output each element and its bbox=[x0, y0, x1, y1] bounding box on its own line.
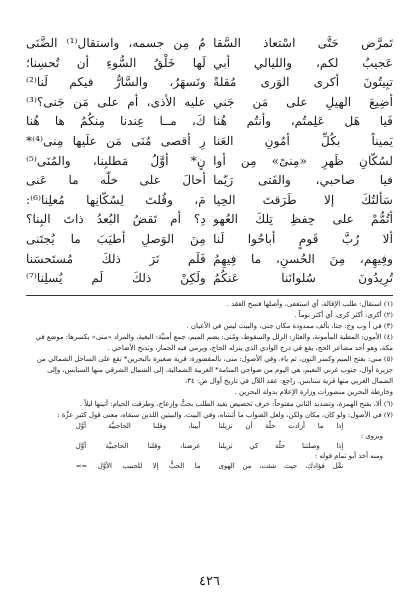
footnote: (٧) في الأصول: ولو كان، مكان ولكن، ولعل الصواب ما أثبتناه، وفي البيت، والبيتين اللذين سبقاه، معنى قول كثير عزَّة : bbox=[57, 410, 393, 419]
footnote: (١) استقال: طلب الإقالة، أي استعفى، وأصلها فسخ العقد . bbox=[226, 299, 393, 308]
verse bbox=[26, 269, 393, 289]
footnote: وخارطة البحرين منشورات وزارة الإعلام بدولة البحرين . bbox=[234, 388, 393, 397]
first-hemistich: تَمرَّض حَتَّى اسْتعاذ السَّقا bbox=[213, 36, 393, 50]
first-hemistich: ألا رُبَّ قَومٍ أباحُوا لَنا bbox=[213, 231, 393, 246]
second-hemistich: مُ مِن جسمه، واستقال⁽¹⁾ الضَّنَى bbox=[26, 36, 206, 50]
verse bbox=[26, 54, 393, 74]
second-hemistich: عليه الأذى، أم على مَن جَنى؟⁽³⁾ bbox=[26, 94, 206, 109]
first-hemistich: سَأَلتُكَ إلا طَرَقتَ الحِيا bbox=[213, 192, 393, 207]
verse bbox=[26, 93, 393, 113]
first-hemistich: أتُمُّمْ على حِفظِ تِلكَ العُهو bbox=[213, 212, 393, 227]
quote-intro: ومنه أخذ أبو تمام قوله : bbox=[314, 451, 383, 460]
second-hemistich: أحالَ على خلّه ما عَنى bbox=[26, 173, 206, 188]
footnote: (٢) أكرى: أكثر كرى، أي أكثر نوماً . bbox=[294, 310, 393, 319]
first-hemistich: يَميناً بكُلِّ أمُونِ العَنا bbox=[213, 133, 393, 148]
quoted-verse bbox=[26, 461, 393, 471]
verse bbox=[26, 132, 393, 152]
verse bbox=[26, 230, 393, 250]
verse bbox=[26, 152, 393, 172]
verse bbox=[26, 210, 393, 230]
quoted-verse bbox=[26, 441, 393, 451]
second-hemistich: ونَسهَرُ، والسَّارُّ فيكم لَنا⁽²⁾ bbox=[26, 75, 206, 90]
verse bbox=[26, 171, 393, 191]
poem bbox=[26, 34, 393, 289]
second-hemistich: نٍ* أوَّلُ مَطلبِنا، والمُنَى⁽⁵⁾ bbox=[26, 153, 206, 168]
second-hemistich: ولَكِنْ ذلكَ لَم يُسلِنا⁽⁷⁾ bbox=[26, 271, 206, 286]
first-hemistich: عَجيبٌ لكم، والليالي أبي bbox=[213, 55, 393, 70]
verse bbox=[26, 250, 393, 270]
first-hemistich: تُرِيدُونَ سُلوانَنا عَنكُمُ bbox=[213, 271, 393, 286]
footnote: (٥) مني: بفتح الميم وكسر النون، ثم ياء، وفي الأصول: منى، بالمقصورة: قرية صغيرة بالبحرين* تقع على الساحل الشمالي من جزيرة أوال، جنوب غربي النعيم، هي اليوم من ضواحي المنامة* الغربية الشمالية، إلى الشمال الشرقي منها السنابس، وإلى الشمال الغربي منها قرية سنابس. راجع: عقد اللآل في تاريخ أوال ص: ٣٤، bbox=[36, 355, 393, 386]
first-hemistich: إذا وصلتنا خلّة كي تزيلنا bbox=[218, 441, 344, 450]
verse bbox=[26, 73, 393, 93]
second-hemistich: رِ أقصى مُنَى مَن علَيها مِنى⁽⁴⁾* bbox=[26, 133, 206, 148]
second-hemistich: كَ، مــا عِندنا مِنكُمُ ها هُنا bbox=[26, 114, 206, 129]
verse bbox=[26, 34, 393, 54]
footnote: (٦) ألا، بفتح الهمزة، وتشديد الثاني مفتوحاً: حرف تحضيض يفيد الطلب بحثٌّ وإزعاج، وطرقت الحيام: أتيتها ليلاً . bbox=[79, 399, 393, 408]
second-hemistich: لَها خَلْقُ السُّوءِ أن تُحسِنا؛ bbox=[26, 55, 206, 70]
second-hemistich: مِنَ الوَصلِ أطيَبَ ما يُجتَنى bbox=[26, 231, 206, 246]
first-hemistich: نقّل فؤادك، حيث شئت، من الهوى bbox=[218, 461, 344, 470]
first-hemistich: إذا ما أرادت خلّة أن تزيلنا bbox=[218, 421, 344, 430]
first-hemistich: فَيا هَل عَلِمتُم، وأنتُم هُنا bbox=[213, 114, 393, 129]
first-hemistich: أضِيعَ الهيلِ على مَن جَني bbox=[213, 94, 393, 109]
second-hemistich: عرضنا، وقلنا الحاجبيَّة أوَّل bbox=[75, 441, 201, 450]
verse bbox=[26, 112, 393, 132]
second-hemistich: مَ، وقُلتَ لِسُكّانِها مُعلِنا⁽⁶⁾: bbox=[26, 192, 206, 207]
second-hemistich: ما الحبُّ إلا للحبيب الأوَّل == bbox=[75, 461, 201, 470]
first-hemistich: لسُكّانِ ظَهرِ «مِنىً» مِن أوا bbox=[213, 153, 393, 168]
verse bbox=[26, 191, 393, 211]
quote-intro: ويروى : bbox=[360, 431, 383, 440]
footnote-divider bbox=[26, 295, 393, 296]
first-hemistich: وفِيهِم، مِنَ الحُسنِ، ما فِيهِمُ bbox=[213, 251, 393, 266]
first-hemistich: فيا صاحبي، والفَتى رَيّما bbox=[213, 173, 393, 188]
page-number: ٤٢٦ bbox=[199, 574, 220, 589]
second-hemistich: أبينا، وقلنا الحاجبيَّة أوَّل bbox=[75, 421, 201, 430]
footnotes bbox=[26, 299, 393, 421]
footnote: (٣) في أ وب وج: جنا، بألف ممدودة مكان جنى، والبيت ليس في الأعيان . bbox=[186, 321, 393, 330]
second-hemistich: دِ؟ أم تَقضُ البُعدُ ذاتَ البِنا؟ bbox=[26, 212, 206, 227]
quoted-verse bbox=[26, 421, 393, 431]
footnote: (٤) الأمون: المطية المأمونة، والعثار: الزلل والسقوط، ومُنى: بضم الميم، جمع أمنيَّة: البغية، والمراد «منى» بكسرها: موضع في مكة، وهو أحد مشاعر الحج، يقع في درج الوادي الذي ينزله الحاج، ويرمي فيه الجمار، وتذبح الأضاحي . bbox=[35, 333, 393, 353]
first-hemistich: تبِيتُونَ أكرى الوَرى مُقلةً bbox=[213, 75, 393, 90]
second-hemistich: فَلَم نَرَ ذلكَ مُستَحسَنا bbox=[26, 251, 206, 266]
